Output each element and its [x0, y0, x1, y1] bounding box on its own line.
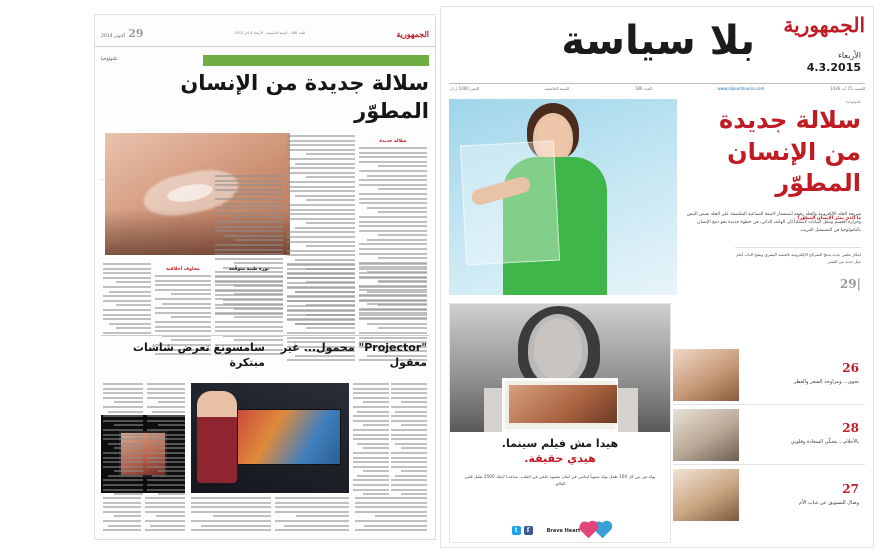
body-column: [191, 497, 271, 534]
teaser-item[interactable]: [673, 345, 865, 405]
teaser-title: وصال للتسويق عن غياب الأم: [799, 499, 859, 506]
inner-page: [94, 14, 436, 540]
facebook-icon[interactable]: f: [524, 526, 533, 535]
teaser-item[interactable]: [673, 465, 865, 525]
teaser-text: [743, 362, 865, 387]
body-text: [103, 263, 151, 334]
body-text: [103, 383, 143, 495]
issue-year: السنة الخامسة: [544, 86, 570, 91]
inner-story-headline: "Projector" محمول... غير معقول: [280, 341, 427, 369]
ad-social-icons[interactable]: [512, 526, 533, 535]
body-column: [103, 263, 151, 337]
teaser-thumbnail: [673, 409, 739, 461]
inner-page-header: [95, 21, 435, 47]
body-column: [103, 497, 141, 534]
ad-photo: [450, 304, 670, 432]
teaser-thumbnail: [673, 349, 739, 401]
body-text: [145, 497, 185, 531]
section-divider: [101, 335, 429, 336]
monitor-screen: [237, 409, 341, 465]
issue-weekday: الأربعاء: [838, 51, 861, 60]
issue-number: العدد 186: [634, 86, 652, 91]
hero-deck: شريحة الجلد الإلكترونية والجلد رقيقة استشعار لاصقة الصناعية الملتصقة على الجلد تقيس النبض وحرارة الجسم وتنقل البيانات لاسلكياً إلى الهاتف الذكي، في خطوة جديدة نحو دمج الإنسان بالتكنولوجيا في المستقبل القريب.: [687, 212, 861, 234]
ad-body-text: يولد من بين كل 100 طفل يولد سنوياً لبنانيي في لبنان بتشوه خلقي في القلب. ساعدنا لإنقاذ 2500 طفل قلبي العالم.: [464, 473, 656, 487]
teaser-text: [743, 483, 865, 508]
body-text: [355, 497, 427, 531]
inner-folio-number: 29: [128, 27, 144, 40]
hero-page-reference[interactable]: |29: [839, 277, 861, 291]
issue-price: الثمن 1000 ل.ل.: [449, 86, 480, 91]
teaser-page-number: 28: [842, 421, 859, 436]
body-text: [275, 497, 349, 531]
masthead: [783, 15, 865, 35]
body-column: [147, 383, 185, 498]
ad-baby-photo: [509, 385, 617, 423]
inner-masthead: الجمهورية: [396, 28, 429, 39]
ad-headline-line-2: هيدي حقيقة.: [524, 452, 596, 466]
body-column: [353, 383, 389, 498]
brave-heart-logo[interactable]: [547, 525, 609, 536]
inner-story-headline: سامسونغ تعرض شاشات مبتكرة: [132, 341, 265, 369]
body-column: [275, 497, 349, 534]
ad-polaroid-frame: [502, 378, 618, 432]
body-text: [391, 383, 427, 495]
inner-header-note: العدد 186 - السنة الخامسة - الأربعاء 4 آذار 2015: [234, 30, 306, 35]
samsung-display-photo: [191, 383, 349, 493]
newspaper-logo: الجمهورية: [783, 13, 865, 37]
section-kicker: تكنولوجيا: [101, 57, 118, 62]
teaser-page-number: 27: [842, 481, 859, 496]
body-column: [145, 497, 185, 534]
body-text: [147, 383, 185, 495]
website-link[interactable]: www.aljoumhouria.com: [717, 86, 765, 91]
teaser-text: [743, 422, 865, 447]
masthead-rule: [449, 83, 865, 84]
body-text: [103, 497, 141, 531]
newspaper-slogan: بلا سياسة: [561, 18, 755, 64]
ad-brand-name: Brave Heart: [546, 527, 581, 534]
front-page: [440, 6, 874, 548]
ad-model-face: [534, 318, 582, 380]
body-column: [391, 383, 427, 498]
hero-teaser: ابتكار علمي جديد يدمج الشرائح الإلكترونية بالجسد البشري ويفتح الباب أمام جيل جديد من البشر.: [735, 247, 861, 265]
teaser-title: بالأحلام... بتحكّي السعادة وقلوبي: [790, 439, 859, 446]
ad-headline-line-1: هيدا مش فيلم سينما.: [501, 437, 619, 450]
heart-icon: [581, 523, 597, 539]
hero-kicker: تكنولوجيا: [846, 99, 861, 104]
hero-photo: [449, 99, 685, 295]
teaser-thumbnail: [673, 469, 739, 521]
teaser-photo: [673, 349, 739, 401]
hero-story: [449, 99, 865, 295]
inner-headline: سلالة جديدة من الإنسان المطوّر: [180, 71, 429, 124]
advertisement[interactable]: [449, 303, 671, 543]
issue-date-number: 4.3.2015: [806, 61, 861, 74]
issue-info-line: [449, 86, 865, 91]
ad-logo-row: [450, 525, 670, 536]
teaser-page-number: 26: [842, 361, 859, 376]
teaser-photo: [673, 469, 739, 521]
ad-copy: [450, 436, 670, 488]
teaser-title: نجوى... ومزاوجة الشعر والعطر: [793, 379, 859, 386]
front-page-teaser-rail: [673, 345, 865, 525]
body-text: [191, 497, 271, 531]
hero-tag: ما الذي يميّز الإنسان المطوّر؟: [797, 216, 861, 221]
hero-headline: سلالة جديدة من الإنسان المطوّر: [719, 106, 861, 198]
issue-date: [807, 51, 861, 75]
subhead: ثورة طبية متوقّعة: [228, 267, 269, 272]
subhead: مخاوف أخلاقية: [166, 267, 200, 272]
subhead: سلالة جديدة: [379, 139, 407, 144]
model-figure: [197, 391, 237, 483]
teaser-photo: [673, 409, 739, 461]
section-color-bar: [203, 55, 429, 66]
body-column: [355, 497, 427, 534]
inner-folio-label: أكتوبر 2014: [101, 34, 126, 39]
body-column: [103, 383, 143, 498]
issue-hijri-date: السبت 15 آب 1436: [829, 86, 865, 91]
teaser-item[interactable]: [673, 405, 865, 465]
body-text: [353, 383, 389, 495]
twitter-icon[interactable]: t: [512, 526, 521, 535]
hero-text-panel: [677, 99, 865, 295]
inner-folio: [101, 27, 144, 40]
